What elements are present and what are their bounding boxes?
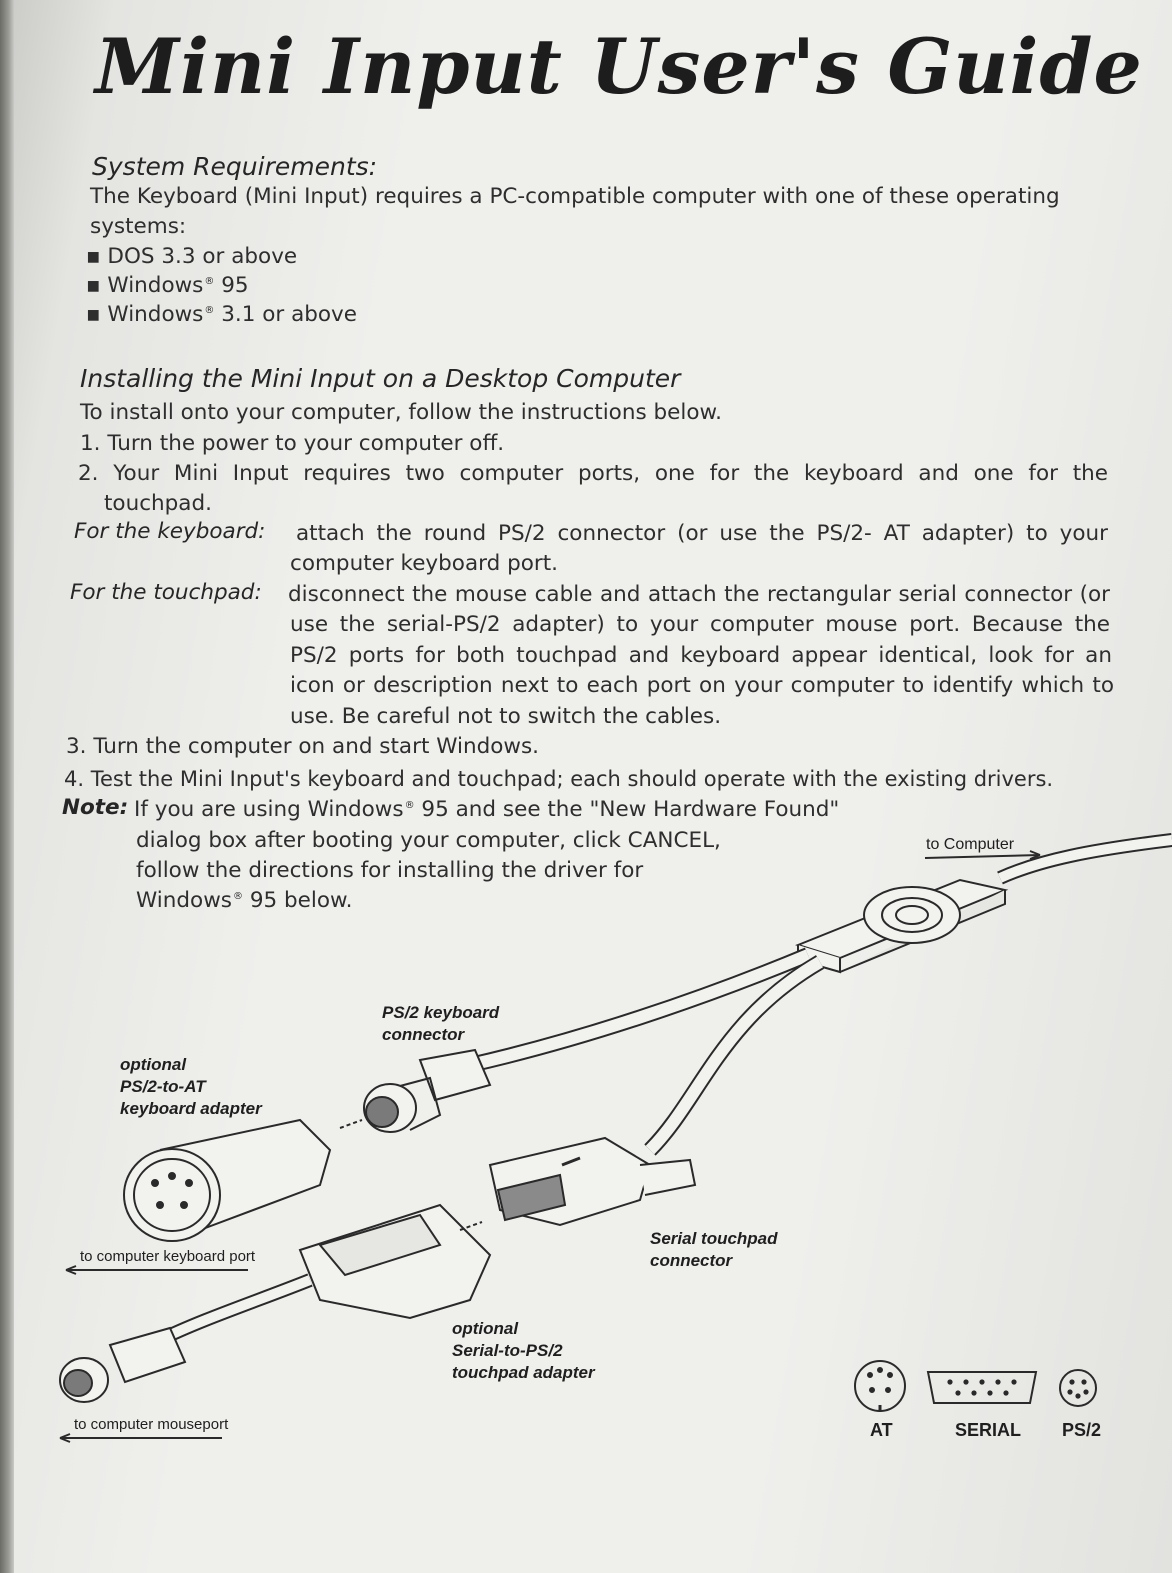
note-line4: Windows® 95 below. — [136, 888, 353, 913]
at-port-label: AT — [870, 1420, 893, 1440]
serial-port-icon — [928, 1372, 1036, 1403]
ps2-port-label: PS/2 — [1062, 1420, 1102, 1440]
note-line1: If you are using Windows® 95 and see the "New Hardware Found" — [134, 797, 840, 822]
os-item-win31: ▪ Windows® 3.1 or above — [86, 302, 358, 327]
os-item-win95: ▪ Windows® 95 — [86, 273, 249, 298]
note-label: Note: — [62, 795, 129, 820]
to-keyboard-port-label: to computer keyboard port — [80, 1248, 256, 1265]
installing-heading: Installing the Mini Input on a Desktop Computer — [80, 364, 681, 393]
installing-intro: To install onto your computer, follow the instructions below. — [80, 400, 722, 425]
optional-ps2-at-adapter-label: optional PS/2-to-AT keyboard adapter — [120, 1055, 262, 1118]
optional-serial-ps2-adapter-label: optional Serial-to-PS/2 touchpad adapter — [452, 1319, 595, 1382]
keyboard-line2: computer keyboard port. — [290, 551, 558, 576]
keyboard-label: For the keyboard: — [74, 519, 266, 544]
page-title: Mini Input User's Guide — [95, 22, 1143, 111]
ps2-port-icon — [1060, 1370, 1096, 1406]
touchpad-line1: disconnect the mouse cable and attach the rectangular serial connector (or — [288, 582, 1110, 607]
to-mouseport-label: to computer mouseport — [74, 1416, 229, 1433]
touchpad-line2: use the serial-PS/2 adapter) to your computer mouse port. Because the — [290, 612, 1110, 637]
requirements-intro-line2: systems: — [90, 214, 187, 239]
system-requirements-heading: System Requirements: — [92, 152, 378, 181]
to-computer-label: to Computer — [926, 836, 1015, 853]
keyboard-line1: attach the round PS/2 connector (or use the PS/2- AT adapter) to your — [296, 521, 1108, 546]
serial-touchpad-connector-label: Serial touchpad connector — [650, 1229, 778, 1270]
step-2-line2: touchpad. — [104, 491, 212, 516]
step-1: 1. Turn the power to your computer off. — [80, 431, 505, 456]
touchpad-label: For the touchpad: — [70, 580, 262, 605]
step-3: 3. Turn the computer on and start Windows. — [66, 734, 540, 759]
step-2-line1: 2. Your Mini Input requires two computer ports, one for the keyboard and one for the — [78, 461, 1108, 486]
touchpad-line5: use. Be careful not to switch the cables. — [290, 704, 722, 729]
serial-port-label: SERIAL — [955, 1420, 1022, 1440]
ps2-keyboard-connector-label: PS/2 keyboard connector — [382, 1003, 500, 1044]
os-item-dos: ▪ DOS 3.3 or above — [86, 244, 298, 269]
note-line2: dialog box after booting your computer, click CANCEL, — [136, 828, 721, 853]
touchpad-line3: PS/2 ports for both touchpad and keyboard appear identical, look for an — [290, 643, 1112, 668]
note-line3: follow the directions for installing the driver for — [136, 858, 644, 883]
requirements-intro-line1: The Keyboard (Mini Input) requires a PC-compatible computer with one of these operating — [90, 184, 1060, 209]
touchpad-line4: icon or description next to each port on your computer to identify which to — [290, 673, 1114, 698]
step-4: 4. Test the Mini Input's keyboard and touchpad; each should operate with the existing drivers. — [64, 767, 1054, 791]
